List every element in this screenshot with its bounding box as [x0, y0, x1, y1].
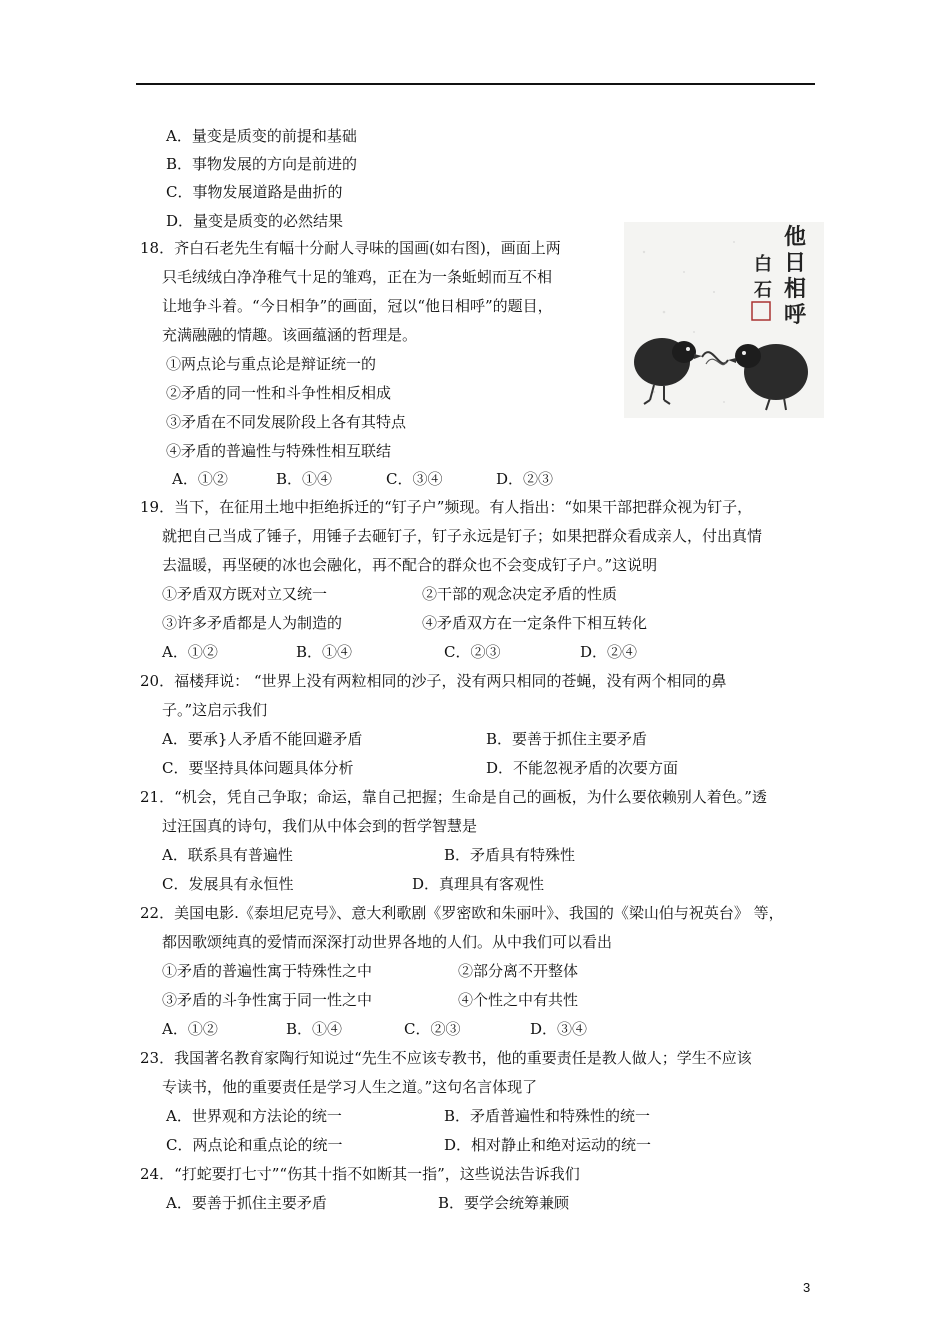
q22-item-2: ②部分离不开整体 — [458, 962, 579, 980]
q20-option-b: B．要善于抓住主要矛盾 — [486, 730, 648, 748]
inscription-char: 白 — [754, 254, 772, 275]
q18-item-1: ①两点论与重点论是辩证统一的 — [166, 355, 377, 373]
inscription-char: 相 — [784, 276, 807, 302]
q23-option-b: B．矛盾普遍性和特殊性的统一 — [444, 1107, 651, 1125]
q20-stem-line: 20．福楼拜说： “世界上没有两粒相同的沙子，没有两只相同的苍蝇，没有两个相同的鼻 — [140, 672, 727, 690]
q19-item-1: ①矛盾双方既对立又统一 — [162, 585, 328, 603]
q18-choice-a: A．①② — [172, 470, 228, 488]
inscription-char: 他 — [784, 224, 807, 250]
q17-option-c: C．事物发展道路是曲折的 — [166, 183, 343, 201]
q22-stem-line: 都因歌颂纯真的爱情而深深打动世界各地的人们。从中我们可以看出 — [162, 933, 613, 951]
q18-stem-line: 让地争斗着。“今日相争”的画面，冠以“他日相呼”的题目， — [162, 297, 553, 315]
q19-stem-line: 就把自己当成了锤子，用锤子去砸钉子，钉子永远是钉子；如果把群众看成亲人，付出真情 — [162, 527, 763, 545]
q18-stem-line: 充满融融的情趣。该画蕴涵的哲理是。 — [162, 326, 418, 344]
q22-item-3: ③矛盾的斗争性寓于同一性之中 — [162, 991, 373, 1009]
q23-option-d: D．相对静止和绝对运动的统一 — [444, 1136, 652, 1154]
q21-option-b: B．矛盾具有特殊性 — [444, 846, 576, 864]
q24-option-b: B．要学会统筹兼顾 — [438, 1194, 570, 1212]
inscription-char: 日 — [784, 250, 807, 276]
q22-item-4: ④个性之中有共性 — [458, 991, 579, 1009]
q19-choice-a: A．①② — [162, 643, 218, 661]
q17-option-d: D．量变是质变的必然结果 — [166, 212, 344, 230]
q18-stem-line: 只毛绒绒白净净稚气十足的雏鸡，正在为一条蚯蚓而互不相 — [162, 268, 553, 286]
q22-item-1: ①矛盾的普遍性寓于特殊性之中 — [162, 962, 373, 980]
inscription-char: 呼 — [784, 302, 807, 328]
q19-item-3: ③许多矛盾都是人为制造的 — [162, 614, 343, 632]
q20-stem-line: 子。”这启示我们 — [162, 701, 268, 719]
q22-stem-line: 22．美国电影.《泰坦尼克号》、意大利歌剧《罗密欧和朱丽叶》、我国的《梁山伯与祝英台》 等， — [140, 904, 784, 922]
page-number: 3 — [803, 1280, 811, 1295]
q20-option-c: C．要坚持具体问题具体分析 — [162, 759, 354, 777]
q21-stem-line: 过汪国真的诗句，我们从中体会到的哲学智慧是 — [162, 817, 478, 835]
q21-option-c: C．发展具有永恒性 — [162, 875, 294, 893]
chicks-painting — [624, 222, 824, 418]
q18-choice-b: B．①④ — [276, 470, 333, 488]
q18-item-3: ③矛盾在不同发展阶段上各有其特点 — [166, 413, 407, 431]
q22-choice-b: B．①④ — [286, 1020, 343, 1038]
q21-stem-line: 21．“机会，凭自己争取；命运，靠自己把握；生命是自己的画板，为什么要依赖别人着色。”透 — [140, 788, 767, 806]
q23-option-c: C．两点论和重点论的统一 — [166, 1136, 343, 1154]
q18-item-4: ④矛盾的普遍性与特殊性相互联结 — [166, 442, 392, 460]
q17-option-b: B．事物发展的方向是前进的 — [166, 155, 358, 173]
q22-choice-c: C．②③ — [404, 1020, 461, 1038]
q19-choice-c: C．②③ — [444, 643, 501, 661]
q19-choice-b: B．①④ — [296, 643, 353, 661]
q17-option-a: A．量变是质变的前提和基础 — [166, 127, 357, 145]
q18-choice-d: D．②③ — [496, 470, 554, 488]
q23-stem-line: 专读书，他的重要责任是学习人生之道。”这句名言体现了 — [162, 1078, 538, 1096]
q24-stem-line: 24．“打蛇要打七寸”“伤其十指不如断其一指”，这些说法告诉我们 — [140, 1165, 580, 1183]
inscription-char: 石 — [754, 280, 772, 301]
q21-option-d: D．真理具有客观性 — [412, 875, 545, 893]
q23-option-a: A．世界观和方法论的统一 — [166, 1107, 342, 1125]
q23-stem-line: 23．我国著名教育家陶行知说过“先生不应该专教书，他的重要责任是教人做人；学生不应该 — [140, 1049, 752, 1067]
q20-option-a: A．要承}人矛盾不能回避矛盾 — [162, 730, 363, 748]
q19-item-2: ②干部的观念决定矛盾的性质 — [422, 585, 618, 603]
q18-item-2: ②矛盾的同一性和斗争性相反相成 — [166, 384, 392, 402]
q18-stem-line: 18．齐白石老先生有幅十分耐人寻味的国画(如右图)，画面上两 — [140, 239, 561, 257]
q24-option-a: A．要善于抓住主要矛盾 — [166, 1194, 327, 1212]
q19-item-4: ④矛盾双方在一定条件下相互转化 — [422, 614, 648, 632]
q18-choice-c: C．③④ — [386, 470, 443, 488]
q21-option-a: A．联系具有普遍性 — [162, 846, 293, 864]
q22-choice-d: D．③④ — [530, 1020, 588, 1038]
q19-stem-line: 去温暖，再坚硬的冰也会融化，再不配合的群众也不会变成钉子户。”这说明 — [162, 556, 658, 574]
q19-stem-line: 19．当下，在征用土地中拒绝拆迁的“钉子户”频现。有人指出：“如果干部把群众视为钉子， — [140, 498, 753, 516]
q20-option-d: D．不能忽视矛盾的次要方面 — [486, 759, 679, 777]
q19-choice-d: D．②④ — [580, 643, 638, 661]
header-rule — [136, 83, 815, 85]
q22-choice-a: A．①② — [162, 1020, 218, 1038]
